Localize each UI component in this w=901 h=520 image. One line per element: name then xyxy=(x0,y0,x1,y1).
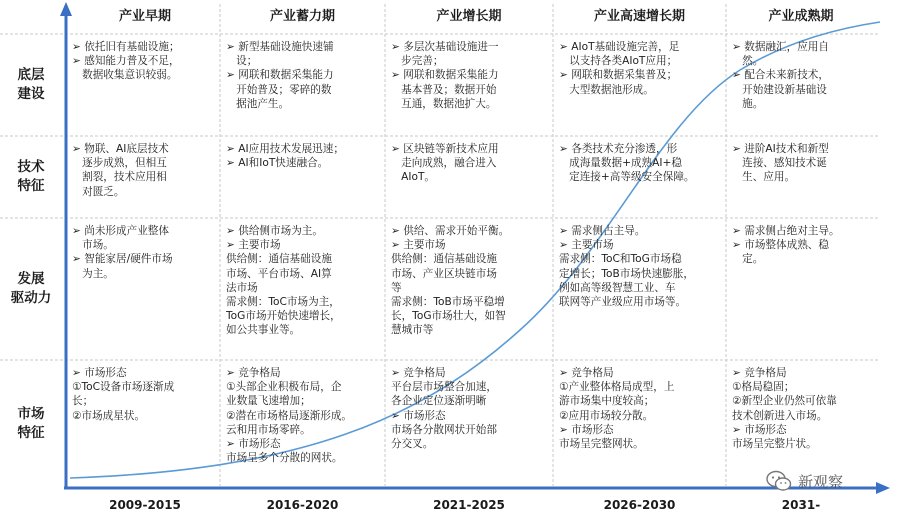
stage-cell xyxy=(559,224,724,358)
cell-line: 需求侧：ToC市场为主， xyxy=(226,296,340,309)
row-label-infrastructure: 底层 建设 xyxy=(17,67,45,102)
cell-line: ➢ AI应用技术发展迅速； xyxy=(226,143,344,155)
cell-line: ➢ 尚未形成产业整体 xyxy=(72,225,169,237)
cell-line: ②潜在市场格局逐渐形成。 xyxy=(226,409,353,422)
cell-line: 开始建设新基础设 xyxy=(732,83,827,96)
wechat-icon xyxy=(766,470,792,492)
row-label-drivers: 发展 驱动力 xyxy=(10,271,52,306)
cell-line: ➢ 各类技术充分渗透，形 xyxy=(559,143,678,155)
cell-line: ①格局稳固； xyxy=(732,381,795,394)
cell-line: 需求侧：ToC和ToG市场稳 xyxy=(559,253,682,266)
stage-header: 产业高速增长期 xyxy=(593,9,685,24)
cell-line: 市场、产业区块链市场 xyxy=(391,267,497,280)
cell-line: ➢ 感知能力普及不足， xyxy=(72,55,180,68)
stage-cell xyxy=(226,224,383,358)
cell-line: ➢ 竞争格局 xyxy=(226,367,281,379)
cell-line: ➢ 需求侧占绝对主导。 xyxy=(732,225,840,237)
x-axis-arrow xyxy=(876,482,890,494)
cell-line: 定。 xyxy=(732,253,764,266)
year-label: 2016-2020 xyxy=(266,498,339,512)
cell-line: 平台层市场整合加速， xyxy=(391,381,497,394)
cell-line: 逐步成熟，但相互 xyxy=(72,157,167,170)
cell-line: ➢ 进阶AI技术和新型 xyxy=(732,143,829,155)
cell-line: ➢ 市场形态 xyxy=(559,423,614,436)
cell-line: ➢ 网联和数据采集能力 xyxy=(226,69,334,82)
cell-line: 技术创新进入市场。 xyxy=(732,409,828,422)
cell-line: 供给侧：通信基础设施 xyxy=(391,253,497,266)
cell-line: 长，ToG市场壮大，如智 xyxy=(391,310,506,323)
stage-cell xyxy=(226,40,383,134)
cell-line: ①ToC设备市场逐渐成 xyxy=(72,381,175,394)
watermark-text: 新观察 xyxy=(798,472,844,491)
stage-cell xyxy=(391,142,551,216)
cell-line: ➢ 市场形态 xyxy=(732,423,787,436)
cell-line: 据池产生。 xyxy=(226,97,290,110)
cell-line: 各企业定位逐渐明晰 xyxy=(391,395,487,408)
stage-cell xyxy=(559,366,724,484)
stage-header: 产业蓄力期 xyxy=(269,9,335,24)
cell-line: ①产业整体格局成型，上 xyxy=(559,381,675,394)
cell-line: 为主。 xyxy=(72,267,114,280)
cell-line: ➢ 物联、AI底层技术 xyxy=(72,143,169,155)
cell-line: ➢ 竞争格局 xyxy=(559,367,614,379)
cell-line: 连接、感知技术诞 xyxy=(732,157,827,170)
cell-line: ➢ 网联和数据采集能力 xyxy=(391,69,499,82)
cell-line: ②市场成星状。 xyxy=(72,409,146,422)
cell-line: ➢ 市场整体成熟、稳 xyxy=(732,239,829,252)
cell-line: ➢ 需求侧占主导。 xyxy=(559,225,646,237)
stage-cell xyxy=(391,40,551,134)
stage-header: 产业早期 xyxy=(118,9,171,24)
cell-line: 法市场 xyxy=(226,281,258,294)
stage-cell xyxy=(732,142,878,216)
cell-line: ➢ 数据融汇，应用自 xyxy=(732,41,829,53)
cell-line: 分交叉。 xyxy=(391,438,434,451)
cell-line: 数据收集意识较弱。 xyxy=(72,69,178,82)
stage-header: 产业增长期 xyxy=(436,9,502,24)
cell-line: ➢ 配合未来新技术， xyxy=(732,69,829,82)
cell-line: 慧城市等 xyxy=(391,324,434,337)
cell-line: ➢ 依托旧有基础设施； xyxy=(72,41,180,53)
cell-line: ➢ 市场形态 xyxy=(72,367,127,379)
cell-line: 市场呈完整片状。 xyxy=(732,438,817,451)
cell-line: 割裂，技术应用相 xyxy=(72,171,167,184)
cell-line: ➢ 主要市场 xyxy=(391,239,446,252)
stage-cell xyxy=(72,40,218,134)
stage-cell xyxy=(226,142,383,216)
row-label-market: 市场 特征 xyxy=(17,406,45,441)
year-label: 2026-2030 xyxy=(603,498,676,512)
cell-line: ➢ 主要市场 xyxy=(559,239,614,252)
cell-line: 需求侧：ToB市场平稳增 xyxy=(391,296,505,309)
cell-line: 业数量飞速增加； xyxy=(226,395,311,408)
cell-line: 云和用市场零碎。 xyxy=(226,423,311,436)
stage-cell xyxy=(559,40,724,134)
cell-line: ➢ 竞争格局 xyxy=(391,367,446,379)
cell-line: 市场呈多个分散的网状。 xyxy=(226,452,343,465)
cell-line: 生、应用。 xyxy=(732,171,796,184)
year-label: 2031- xyxy=(781,498,821,512)
year-label: 2009-2015 xyxy=(109,498,181,512)
stage-cell xyxy=(732,366,878,484)
stage-header: 产业成熟期 xyxy=(768,9,834,24)
cell-line: 开始普及；零碎的数 xyxy=(226,83,332,96)
cell-line: 步完善； xyxy=(391,55,444,68)
cell-line: 如公共事业等。 xyxy=(226,324,301,337)
cell-line: 市场。 xyxy=(72,239,114,252)
stage-cell xyxy=(559,142,724,216)
cell-line: 市场、平台市场、AI算 xyxy=(226,267,332,280)
cell-line: 以支持各类AIoT应用； xyxy=(559,55,678,68)
cell-line: 例如高等级智慧工业、车 xyxy=(559,281,676,294)
cell-line: 然。 xyxy=(732,55,764,68)
cell-line: 市场各分散网状开始部 xyxy=(391,423,497,436)
cell-line: ①头部企业积极布局，企 xyxy=(226,381,342,394)
cell-line: ➢ 市场形态 xyxy=(226,438,281,451)
cell-line: ToG市场开始快速增长， xyxy=(226,310,341,323)
cell-line: 走向成熟，融合进入 xyxy=(391,157,497,170)
cell-line: 成海量数据+成熟AI+稳 xyxy=(559,157,682,170)
cell-line: 设； xyxy=(226,55,258,68)
cell-line: ➢ 供给侧市场为主。 xyxy=(226,225,323,237)
cell-line: ➢ 竞争格局 xyxy=(732,367,787,379)
cell-line: 对匮乏。 xyxy=(72,185,125,198)
stage-cell xyxy=(391,224,551,358)
cell-line: AIoT。 xyxy=(391,171,436,184)
cell-line: ➢ 多层次基础设施进一 xyxy=(391,41,499,53)
cell-line: 等 xyxy=(391,281,402,294)
cell-line: 施。 xyxy=(732,97,764,110)
stage-cell xyxy=(72,366,218,484)
stage-cell xyxy=(72,142,218,216)
cell-line: ➢ 区块链等新技术应用 xyxy=(391,143,499,155)
year-label: 2021-2025 xyxy=(433,498,505,512)
cell-line: 大型数据池形成。 xyxy=(559,83,654,96)
cell-line: ②新型企业仍然可依靠 xyxy=(732,395,837,408)
stage-cell xyxy=(72,224,218,358)
cell-line: 市场呈完整网状。 xyxy=(559,438,644,451)
cell-line: ➢ 主要市场 xyxy=(226,239,281,252)
stage-cell xyxy=(732,224,878,358)
watermark xyxy=(766,468,843,494)
cell-line: ➢ 新型基础设施快速铺 xyxy=(226,41,334,53)
stage-cell xyxy=(226,366,383,484)
cell-line: 基本普及；数据开始 xyxy=(391,83,497,96)
cell-line: 长； xyxy=(72,395,94,408)
row-label-technology: 技术 特征 xyxy=(17,159,45,194)
cell-line: ➢ AIoT基础设施完善，足 xyxy=(559,41,680,53)
cell-line: ➢ 智能家居/硬件市场 xyxy=(72,253,173,266)
cell-line: ➢ 供给、需求开始平衡。 xyxy=(391,225,510,237)
cell-line: 供给侧：通信基础设施 xyxy=(226,253,332,266)
cell-line: 联网等产业级应用市场等。 xyxy=(559,296,687,309)
cell-line: ➢ 网联和数据采集普及； xyxy=(559,69,678,82)
stage-cell xyxy=(732,40,878,134)
cell-line: ➢ 市场形态 xyxy=(391,409,446,422)
stage-cell xyxy=(391,366,551,484)
cell-line: 定连接+高等级安全保障。 xyxy=(559,171,695,184)
cell-line: ➢ AI和IoT快速融合。 xyxy=(226,157,329,170)
cell-line: 游市场集中度较高； xyxy=(559,395,655,408)
cell-line: ②应用市场较分散。 xyxy=(559,409,654,422)
cell-line: 定增长；ToB市场快速膨胀， xyxy=(559,267,694,280)
cell-line: 互通，数据池扩大。 xyxy=(391,97,497,110)
